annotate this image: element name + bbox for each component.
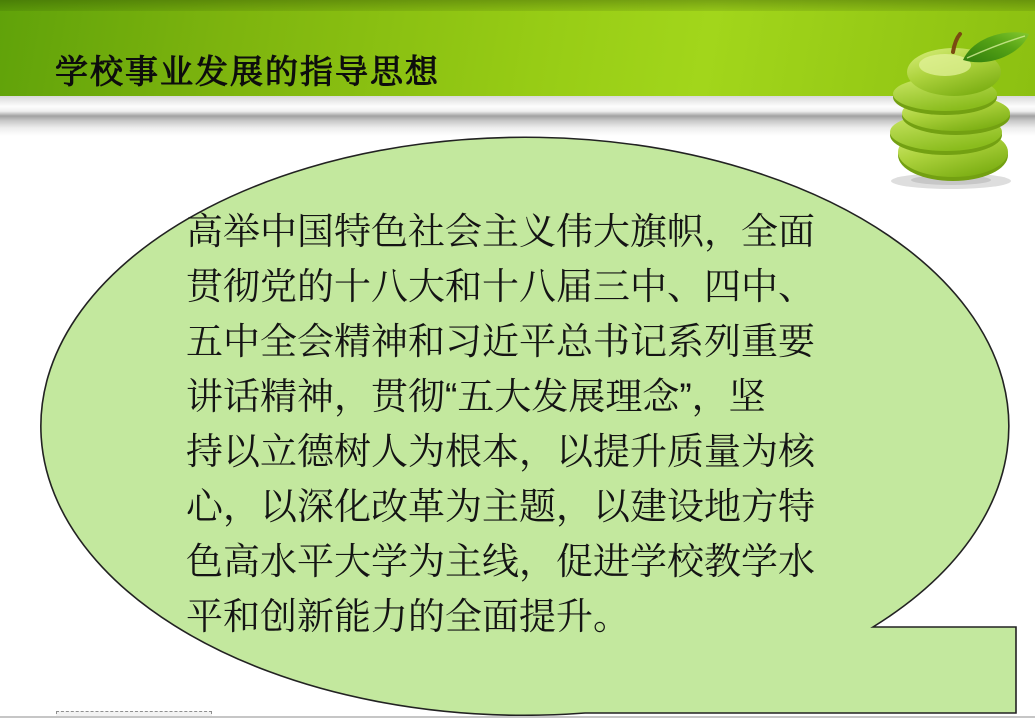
bubble-text-line: 讲话精神，贯彻“五大发展理念”，坚 bbox=[186, 376, 766, 417]
sliced-green-apple-icon bbox=[871, 26, 1033, 192]
bubble-text-line: 五中全会精神和习近平总书记系列重要 bbox=[186, 321, 815, 362]
page-title: 学校事业发展的指导思想 bbox=[55, 53, 440, 90]
bubble-text-block bbox=[186, 204, 896, 644]
bubble-text-line: 持以立德树人为根本，以提升质量为核 bbox=[186, 431, 815, 472]
bubble-text-line: 色高水平大学为主线，促进学校教学水 bbox=[186, 541, 815, 582]
apple-slices bbox=[890, 48, 1010, 181]
bubble-text-line: 平和创新能力的全面提升。 bbox=[186, 596, 630, 637]
bubble-text-line: 贯彻党的十八大和十八届三中、四中、 bbox=[186, 266, 815, 307]
apple-leaf-icon bbox=[963, 32, 1029, 62]
bubble-text-line: 高举中国特色社会主义伟大旗帜，全面 bbox=[186, 211, 815, 252]
bubble-text-line: 心，以深化改革为主题，以建设地方特 bbox=[186, 486, 815, 527]
